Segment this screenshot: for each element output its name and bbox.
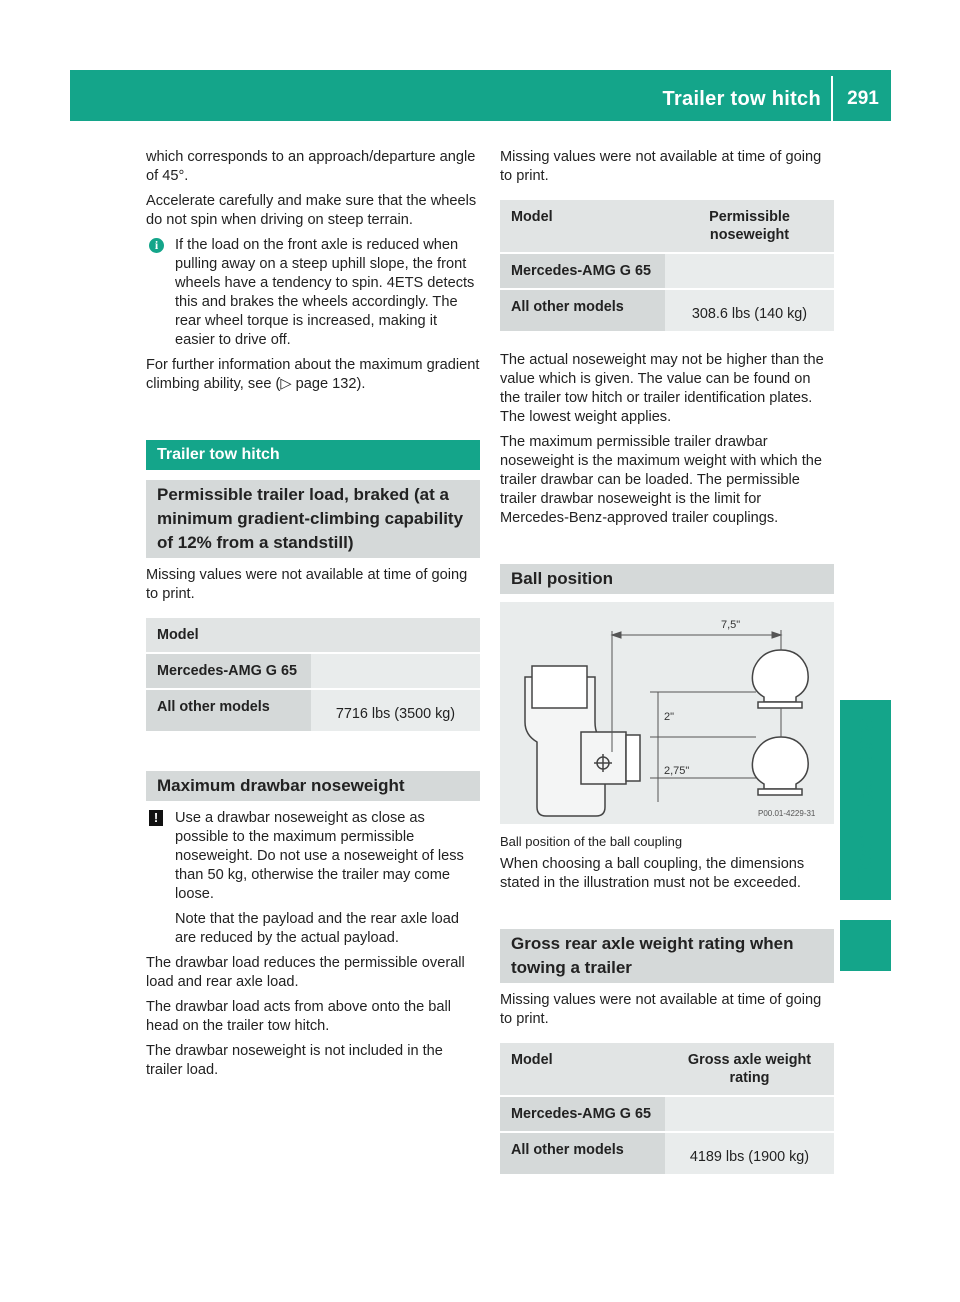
- table-header-cell: Model: [500, 1043, 665, 1095]
- table-cell: Mercedes-AMG G 65: [500, 254, 665, 288]
- table-header-cell: [311, 618, 480, 652]
- paragraph: The drawbar load acts from above onto the ball head on the trailer tow hitch.: [146, 999, 452, 1034]
- noseweight-table: [500, 198, 834, 333]
- warning-icon: !: [149, 810, 163, 826]
- dimension-label: 2,75": [664, 765, 690, 777]
- ball-position-illustration: [500, 602, 834, 824]
- trailer-load-table: [146, 616, 480, 733]
- info-icon: i: [149, 238, 164, 253]
- table-cell: 308.6 lbs (140 kg): [665, 290, 834, 331]
- table-header-row: [500, 200, 834, 252]
- paragraph: When choosing a ball coupling, the dimensions stated in the illustration must not be exceeded.: [500, 856, 805, 891]
- table-header-cell: Gross axle weight rating: [665, 1043, 834, 1095]
- left-column: [146, 148, 480, 1086]
- paragraph: Missing values were not available at time of going to print.: [500, 149, 822, 184]
- subsection-heading: Gross rear axle weight rating when towing a trailer: [500, 929, 834, 983]
- page-number: 291: [847, 88, 879, 109]
- ball-position-diagram: [500, 602, 834, 824]
- warning-note-text: Use a drawbar noseweight as close as possible to the maximum permissible noseweight. Do not use a noseweight of less than 50 kg, otherwise the trailer may come loose.: [175, 810, 464, 902]
- table-row: [500, 290, 834, 331]
- table-header-row: [500, 1043, 834, 1095]
- table-header-row: [146, 618, 480, 652]
- table-row: [146, 690, 480, 731]
- header-title: Trailer tow hitch: [662, 88, 821, 110]
- section-heading: Trailer tow hitch: [146, 440, 480, 470]
- info-note-text: If the load on the front axle is reduced when pulling away on a steep uphill slope, the front wheels have a tendency to spin. 4ETS detects this and brakes the wheels accordingly. The rear wheel torque is increased, making it easier to drive off.: [175, 237, 475, 348]
- figure-caption: Ball position of the ball coupling: [500, 834, 683, 849]
- paragraph: The maximum permissible trailer drawbar noseweight is the maximum weight with which the trailer drawbar can be loaded. The permissible trailer drawbar noseweight is the limit for Mercedes-Benz-approved trailer couplings.: [500, 434, 823, 526]
- table-cell: [665, 1097, 834, 1131]
- paragraph: Missing values were not available at time of going to print.: [146, 567, 468, 602]
- table-cell: All other models: [500, 1133, 665, 1174]
- table-header-cell: Model: [500, 200, 665, 252]
- subsection-heading: Permissible trailer load, braked (at a minimum gradient-climbing capability of 12% from a standstill): [146, 480, 480, 558]
- paragraph: Missing values were not available at time of going to print.: [500, 992, 822, 1027]
- subsection-heading: Maximum drawbar noseweight: [146, 771, 480, 801]
- paragraph: The drawbar load reduces the permissible overall load and rear axle load.: [146, 955, 465, 990]
- table-cell: [665, 254, 834, 288]
- table-row: [146, 654, 480, 688]
- dimension-label: 2": [664, 711, 675, 723]
- table-cell: Mercedes-AMG G 65: [500, 1097, 665, 1131]
- dimension-label: 7,5": [721, 619, 741, 631]
- paragraph: The drawbar noseweight is not included in the trailer load.: [146, 1043, 443, 1078]
- table-header-cell: Permissible noseweight: [665, 200, 834, 252]
- table-header-cell: Model: [146, 618, 311, 652]
- warning-note-text: Note that the payload and the rear axle load are reduced by the actual payload.: [175, 911, 459, 946]
- table-cell: [311, 654, 480, 688]
- warning-note: [146, 809, 480, 904]
- table-cell: All other models: [146, 690, 311, 731]
- table-cell: 7716 lbs (3500 kg): [311, 690, 480, 731]
- table-row: [500, 254, 834, 288]
- figure-code: P00.01-4229-31: [758, 809, 816, 818]
- table-cell: All other models: [500, 290, 665, 331]
- paragraph: The actual noseweight may not be higher than the value which is given. The value can be found on the trailer tow hitch or trailer identification plates. The lowest weight applies.: [500, 352, 824, 425]
- right-column: [500, 148, 834, 1176]
- side-label: Technical data: [851, 717, 879, 883]
- info-note: [146, 236, 480, 350]
- table-cell: 4189 lbs (1900 kg): [665, 1133, 834, 1174]
- axle-weight-table: [500, 1041, 834, 1176]
- side-square: [840, 920, 891, 971]
- paragraph: Accelerate carefully and make sure that the wheels do not spin when driving on steep terrain.: [146, 193, 477, 228]
- header-bar: [70, 70, 891, 121]
- subsection-heading: Ball position: [500, 564, 834, 594]
- table-row: [500, 1097, 834, 1131]
- table-cell: Mercedes-AMG G 65: [146, 654, 311, 688]
- paragraph: For further information about the maximum gradient climbing ability, see (▷ page 132).: [146, 357, 480, 392]
- table-row: [500, 1133, 834, 1174]
- header-divider: [831, 76, 833, 121]
- paragraph: which corresponds to an approach/departure angle of 45°.: [146, 149, 476, 184]
- warning-note-continued: [146, 910, 480, 948]
